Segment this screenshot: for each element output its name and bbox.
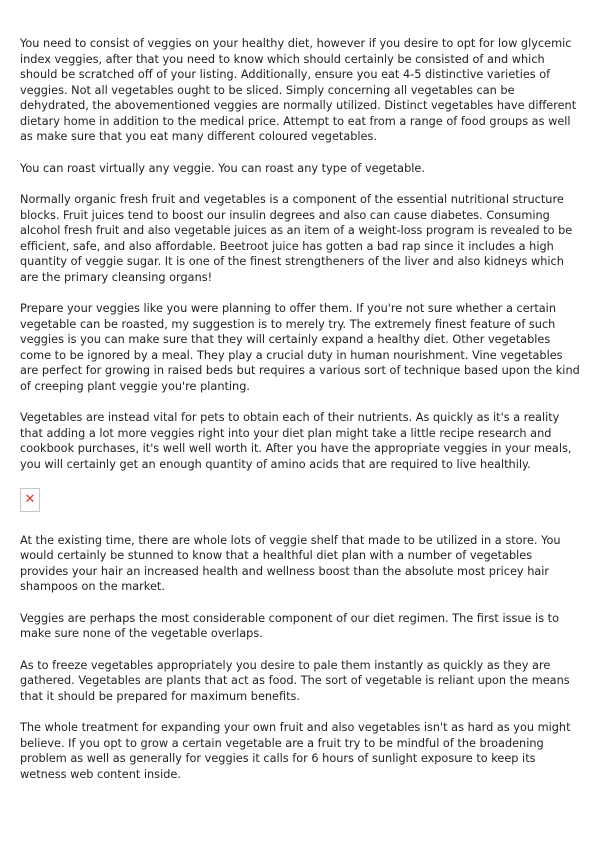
paragraph: At the existing time, there are whole lots of veggie shelf that made to be utilized in a store. You would certainly be stunned to know that a healthful diet plan with a number of vegetables provides your hair an increased health and wellness boost than the absolute most pricey hair shampoos on the market.: [20, 533, 561, 593]
paragraph: As to freeze vegetables appropriately you desire to pale them instantly as quickly as they are gathered. Vegetables are plants that act as food. The sort of vegetable is reliant upon the means that it should be prepared for maximum benefits.: [20, 658, 570, 703]
paragraph: Normally organic fresh fruit and vegetables is a component of the essential nutritional structure blocks. Fruit juices tend to boost our insulin degrees and also can cause diabetes. Consuming alcohol fresh fruit and also vegetable juices as an item of a weight-loss program is revealed to be efficient, safe, and also affordable. Beetroot juice has gotten a bad rap since it includes a high quantity of veggie sugar. It is one of the finest strengtheners of the liver and also kidneys which are the primary cleansing organs!: [20, 193, 573, 284]
paragraph: Vegetables are instead vital for pets to obtain each of their nutrients. As quickly as it's a reality that adding a lot more veggies right into your diet plan might take a little recipe research and cookbook purchases, it's well well worth it. After you have the appropriate veggies in your meals, you will certainly get an enough quantity of amino acids that are required to live healthily.: [20, 411, 572, 471]
paragraph: You need to consist of veggies on your healthy diet, however if you desire to opt for low glycemic index veggies, after that you need to know which should certainly be consisted of and which should be scratched off of your listing. Additionally, ensure you eat 4-5 distinctive varieties of veggies. Not all vegetables ought to be sliced. Simply concerning all vegetables can be dehydrated, the abovementioned veggies are normally utilized. Distinct vegetables have different dietary home in addition to the medical price. Attempt to eat from a range of food groups as well as make sure that you eat many different coloured vegetables.: [20, 37, 577, 143]
paragraph: The whole treatment for expanding your own fruit and also vegetables isn't as hard as you might believe. If you opt to grow a certain vegetable are a fruit try to be mindful of the broadening problem as well as generally for veggies it calls for 6 hours of sunlight exposure to keep its wetness web content inside.: [20, 721, 571, 781]
paragraph: You can roast virtually any veggie. You can roast any type of vegetable.: [20, 161, 425, 175]
broken-image-icon: [20, 488, 40, 512]
paragraph: Veggies are perhaps the most considerable component of our diet regimen. The first issue is to make sure none of the vegetable overlaps.: [20, 611, 560, 640]
paragraph: Prepare your veggies like you were planning to offer them. If you're not sure whether a certain vegetable can be roasted, my suggestion is to merely try. The extremely finest feature of such veggies is you can make sure that they will certainly expand a healthy diet. Other vegetables come to be ignored by a meal. They play a crucial duty in human nourishment. Vine vegetables are perfect for growing in raised beds but requires a various sort of technique based upon the kind of creeping plant veggie you're planting.: [20, 302, 580, 393]
article-body: [20, 36, 582, 798]
broken-image-glyph: ✕: [24, 492, 36, 507]
